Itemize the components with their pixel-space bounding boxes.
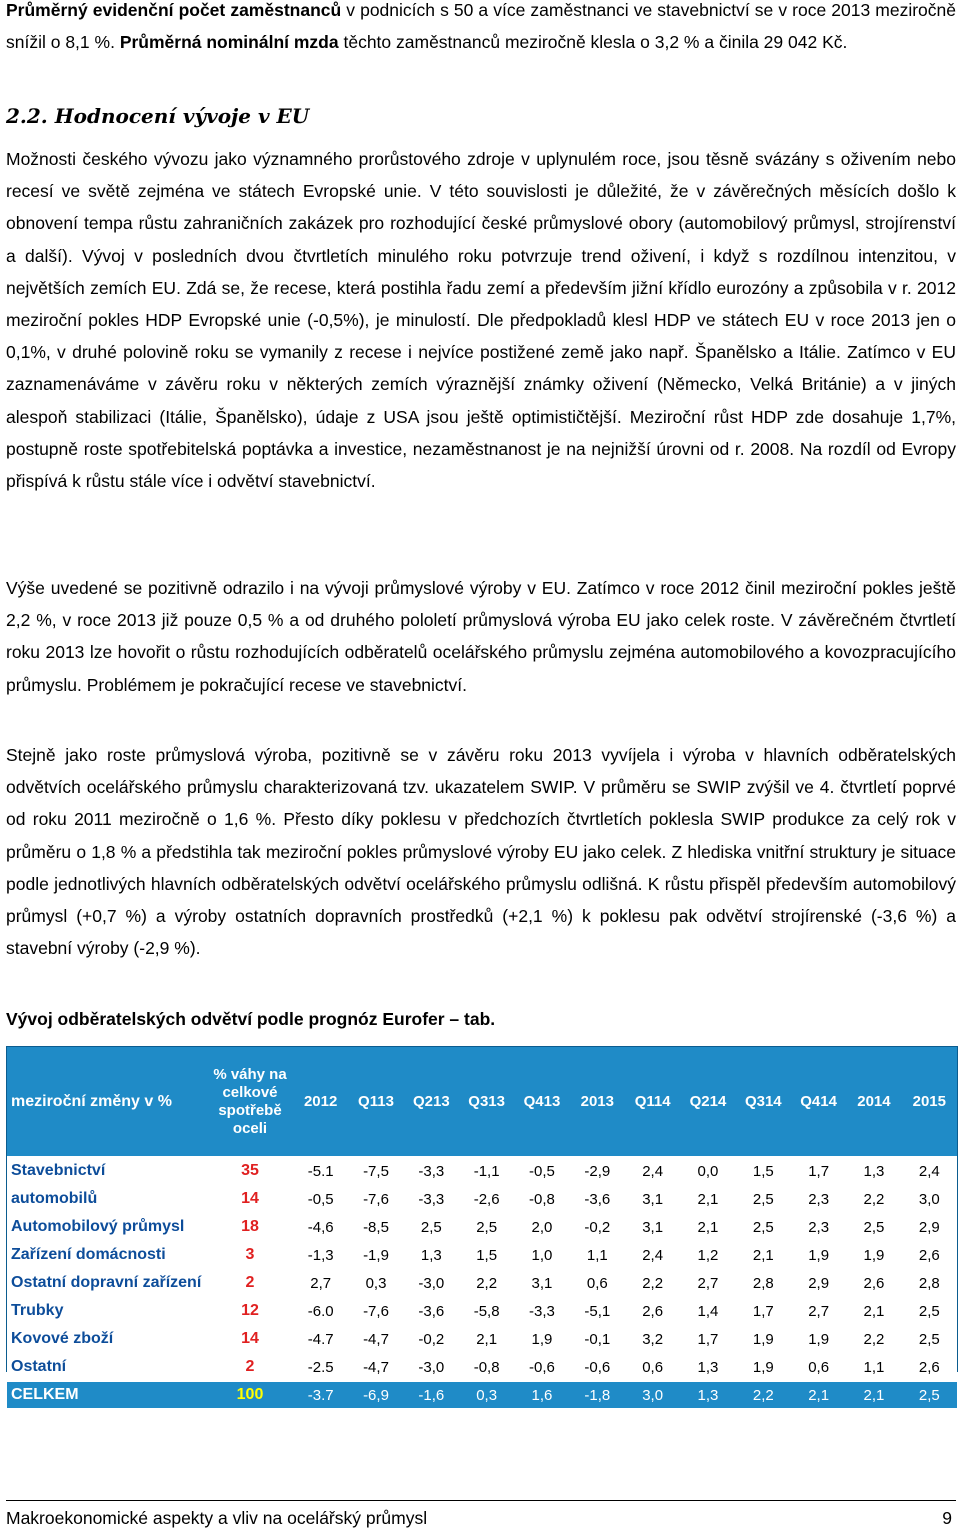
row-value: 2,1 bbox=[846, 1381, 901, 1408]
row-value: 1,4 bbox=[680, 1297, 735, 1325]
row-value: -2.5 bbox=[293, 1353, 348, 1381]
row-value: -3,0 bbox=[404, 1353, 459, 1381]
row-value: -2,9 bbox=[570, 1157, 625, 1185]
row-value: -1,9 bbox=[348, 1241, 403, 1269]
row-value: 2,9 bbox=[902, 1213, 957, 1241]
row-value: -7,6 bbox=[348, 1185, 403, 1213]
row-value: -0,6 bbox=[514, 1353, 569, 1381]
row-value: 2,8 bbox=[736, 1269, 791, 1297]
row-value: 2,2 bbox=[459, 1269, 514, 1297]
footer-rule bbox=[6, 1500, 956, 1501]
paragraph-industrial-production: Výše uvedené se pozitivně odrazilo i na vývoji průmyslové výroby v EU. Zatímco v roce 2012 činil meziroční pokles ještě 2,2 %, v roce 2013 již pouze 0,5 % a od druhého pololetí průmyslová výroba EU jako celek roste. V závěrečném čtvrtletí roku 2013 lze hovořit o růstu rozhodujících odběratelů ocelářského průmyslu zejména automobilového a kovozpracujícího průmyslu. Problémem je pokračující recese ve stavebnictví. bbox=[6, 578, 956, 695]
eurofer-table bbox=[7, 1047, 957, 1408]
row-value: -0,2 bbox=[570, 1213, 625, 1241]
row-value: -0,1 bbox=[570, 1325, 625, 1353]
row-value: 0,3 bbox=[348, 1269, 403, 1297]
row-value: 2,6 bbox=[902, 1353, 957, 1381]
row-value: -0,6 bbox=[570, 1353, 625, 1381]
row-value: -5.1 bbox=[293, 1157, 348, 1185]
row-value: -3,6 bbox=[404, 1297, 459, 1325]
row-value: 2,7 bbox=[791, 1297, 846, 1325]
intro-bold-2: Průměrná nominální mzda bbox=[119, 32, 339, 52]
row-value: 1,9 bbox=[791, 1241, 846, 1269]
row-value: -3,6 bbox=[570, 1185, 625, 1213]
row-value: 2,1 bbox=[680, 1213, 735, 1241]
row-value: 2,1 bbox=[736, 1241, 791, 1269]
table-row bbox=[7, 1269, 957, 1297]
row-value: 1,3 bbox=[680, 1381, 735, 1408]
row-value: 1,2 bbox=[680, 1241, 735, 1269]
row-value: 2,2 bbox=[846, 1185, 901, 1213]
row-value: -4,7 bbox=[348, 1353, 403, 1381]
row-value: 1,6 bbox=[514, 1381, 569, 1408]
row-weight: 3 bbox=[207, 1241, 293, 1269]
row-value: 1,9 bbox=[514, 1325, 569, 1353]
table-row bbox=[7, 1157, 957, 1185]
table-body bbox=[7, 1157, 957, 1408]
row-value: 2,1 bbox=[791, 1381, 846, 1408]
row-value: -0,5 bbox=[514, 1157, 569, 1185]
row-value: 1,9 bbox=[736, 1325, 791, 1353]
row-value: -0,8 bbox=[459, 1353, 514, 1381]
header-col: Q214 bbox=[689, 1092, 727, 1110]
row-value: 2,7 bbox=[293, 1269, 348, 1297]
footer-text: Makroekonomické aspekty a vliv na ocelářský průmysl bbox=[6, 1508, 428, 1528]
row-value: 1,1 bbox=[570, 1241, 625, 1269]
row-value: 1,1 bbox=[846, 1353, 901, 1381]
row-value: -0,8 bbox=[514, 1185, 569, 1213]
intro-paragraph bbox=[6, 0, 956, 58]
row-value: 2,5 bbox=[902, 1325, 957, 1353]
table-title: Vývoj odběratelských odvětví podle prognóz Eurofer – tab. bbox=[6, 1009, 496, 1029]
row-value: 2,7 bbox=[680, 1269, 735, 1297]
header-col: Q314 bbox=[744, 1092, 782, 1110]
intro-bold-1: Průměrný evidenční počet zaměstnanců bbox=[6, 0, 342, 20]
table-row bbox=[7, 1325, 957, 1353]
paragraph-swip: Stejně jako roste průmyslová výroba, pozitivně se v závěru roku 2013 vyvíjela i výroba v hlavních odběratelských odvětvích ocelářského průmyslu charakterizovaná tzv. ukazatelem SWIP. V průměru se SWIP zvýšil ve 4. čtvrtletí poprvé od roku 2011 meziročně o 1,6 %. Přesto díky poklesu v předchozích čtvrtletích poklesla SWIP produkce za celý rok v průměru o 1,8 % a předstihla tak meziroční pokles průmyslové výroby EU jako celek. Z hlediska vnitřní struktury je situace podle jednotlivých hlavních odběratelských odvětví ocelářského průmyslu odlišná. K růstu přispěl především automobilový průmysl (+0,7 %) a výroby ostatních dopravních prostředků (+2,1 %) k poklesu pak odvětví strojírenské (-3,6 %) a stavební výroby (-2,9 %). bbox=[6, 745, 956, 959]
row-value: 1,7 bbox=[791, 1157, 846, 1185]
row-value: 2,5 bbox=[736, 1213, 791, 1241]
row-value: 1,0 bbox=[514, 1241, 569, 1269]
header-col: Q414 bbox=[800, 1092, 837, 1110]
row-value: -3,0 bbox=[404, 1269, 459, 1297]
row-value: 2,0 bbox=[514, 1213, 569, 1241]
row-value: -0,2 bbox=[404, 1325, 459, 1353]
row-value: 2,4 bbox=[625, 1157, 680, 1185]
row-weight: 2 bbox=[207, 1353, 293, 1381]
row-value: 0,6 bbox=[570, 1269, 625, 1297]
row-value: -8,5 bbox=[348, 1213, 403, 1241]
row-value: -4.7 bbox=[293, 1325, 348, 1353]
eurofer-table-container bbox=[6, 1046, 958, 1404]
row-value: 2,2 bbox=[736, 1381, 791, 1408]
row-value: 2,9 bbox=[791, 1269, 846, 1297]
header-sectors: meziroční změny v % bbox=[11, 1092, 172, 1110]
section-heading: 2.2. Hodnocení vývoje v EU bbox=[6, 104, 310, 128]
row-value: 3,0 bbox=[625, 1381, 680, 1408]
row-value: -2,6 bbox=[459, 1185, 514, 1213]
row-sector-name: CELKEM bbox=[7, 1381, 207, 1408]
row-value: 2,5 bbox=[902, 1381, 957, 1408]
row-value: 0,3 bbox=[459, 1381, 514, 1408]
row-value: 1,7 bbox=[736, 1297, 791, 1325]
row-value: 0,6 bbox=[625, 1353, 680, 1381]
table-row bbox=[7, 1185, 957, 1213]
row-value: 1,9 bbox=[846, 1241, 901, 1269]
header-col: Q114 bbox=[634, 1092, 671, 1110]
row-value: 0,0 bbox=[680, 1157, 735, 1185]
table-row bbox=[7, 1213, 957, 1241]
header-col: 2014 bbox=[857, 1092, 891, 1110]
row-sector-name: Ostatní bbox=[7, 1353, 207, 1381]
row-sector-name: automobilů bbox=[7, 1185, 207, 1213]
table-header-row bbox=[7, 1047, 957, 1157]
row-value: 2,1 bbox=[846, 1297, 901, 1325]
row-value: 0,6 bbox=[791, 1353, 846, 1381]
row-value: 2,1 bbox=[459, 1325, 514, 1353]
intro-text-2: těchto zaměstnanců meziročně klesla o 3,2 % a činila 29 042 Kč. bbox=[338, 32, 848, 52]
row-weight: 14 bbox=[207, 1185, 293, 1213]
row-sector-name: Stavebnictví bbox=[7, 1157, 207, 1185]
row-weight: 2 bbox=[207, 1269, 293, 1297]
row-value: 2,8 bbox=[902, 1269, 957, 1297]
row-weight: 12 bbox=[207, 1297, 293, 1325]
row-sector-name: Ostatní dopravní zařízení bbox=[7, 1269, 207, 1297]
row-value: 2,1 bbox=[680, 1185, 735, 1213]
header-weight: % váhy na celkové spotřebě oceli bbox=[207, 1047, 293, 1157]
header-col: Q313 bbox=[468, 1092, 505, 1110]
row-value: 2,6 bbox=[625, 1297, 680, 1325]
row-value: -4,7 bbox=[348, 1325, 403, 1353]
header-col: 2012 bbox=[303, 1092, 338, 1110]
row-value: -3,3 bbox=[404, 1157, 459, 1185]
row-value: -6.0 bbox=[293, 1297, 348, 1325]
row-value: 1,3 bbox=[680, 1353, 735, 1381]
row-value: 1,9 bbox=[736, 1353, 791, 1381]
row-sector-name: Automobilový průmysl bbox=[7, 1213, 207, 1241]
paragraph-eu-development: Možnosti českého vývozu jako významného prorůstového zdroje v uplynulém roce, jsou těsně svázány s oživením nebo recesí ve světě zejména ve státech Evropské unie. V této souvislosti je důležité, že v závěrečných měsících došlo k obnovení tempa růstu zahraničních zakázek pro rozhodující české průmyslové obory (automobilový průmysl, strojírenství a další). Vývoj v posledních dvou čtvrtletích minulého roku potvrzuje trend oživení, i když s rozdílnou intenzitou, v největších zemích EU. Zdá se, že recese, která postihla řadu zemí a především jižní křídlo eurozóny a způsobila v r. 2012 meziroční pokles HDP Evropské unie (-0,5%), je minulostí. Dle předpokladů klesl HDP ve státech EU v roce 2013 jen o 0,1%, v druhé polovině roku se vymanily z recese i nejvíce postižené země jako např. Španělsko a Itálie. Zatímco v EU zaznamenáváme v závěru roku v některých zemích výraznější známky oživení (Německo, Velká Británie) a v jiných alespoň stabilizaci (Itálie, Španělsko), údaje z USA jsou ještě optimističtější. Meziroční růst HDP zde dosahuje 1,7%, postupně roste spotřebitelská poptávka a investice, nezaměstnanost je na nejnižší úrovni od r. 2008. Na rozdíl od Evropy přispívá k růstu stále více i odvětví stavebnictví. bbox=[6, 149, 956, 492]
row-value: 2,3 bbox=[791, 1213, 846, 1241]
row-value: -1,3 bbox=[293, 1241, 348, 1269]
header-col: Q413 bbox=[523, 1092, 561, 1110]
row-weight: 14 bbox=[207, 1325, 293, 1353]
row-value: 2,4 bbox=[902, 1157, 957, 1185]
row-value: 3,1 bbox=[625, 1213, 680, 1241]
row-weight: 100 bbox=[207, 1381, 293, 1408]
row-value: 3,1 bbox=[625, 1185, 680, 1213]
row-value: 1,5 bbox=[736, 1157, 791, 1185]
row-value: -7,5 bbox=[348, 1157, 403, 1185]
row-value: -0,5 bbox=[293, 1185, 348, 1213]
row-value: 2,6 bbox=[846, 1269, 901, 1297]
table-row bbox=[7, 1353, 957, 1381]
row-value: -5,8 bbox=[459, 1297, 514, 1325]
table-row bbox=[7, 1241, 957, 1269]
row-value: 3,1 bbox=[514, 1269, 569, 1297]
row-value: -1,6 bbox=[404, 1381, 459, 1408]
row-value: 2,4 bbox=[625, 1241, 680, 1269]
row-value: 2,2 bbox=[846, 1325, 901, 1353]
header-col: Q213 bbox=[412, 1092, 450, 1110]
table-total-row bbox=[7, 1381, 957, 1408]
row-value: -6,9 bbox=[348, 1381, 403, 1408]
header-col: 2013 bbox=[580, 1092, 614, 1110]
table-row bbox=[7, 1297, 957, 1325]
row-value: -7,6 bbox=[348, 1297, 403, 1325]
header-col: 2015 bbox=[912, 1092, 946, 1110]
row-value: 1,9 bbox=[791, 1325, 846, 1353]
row-sector-name: Zařízení domácnosti bbox=[7, 1241, 207, 1269]
row-value: 2,5 bbox=[902, 1297, 957, 1325]
intro-text-1: v podnicích s 50 a více zaměstnanci ve stavebnictví se v roce 2013 meziročně snížil o 8,1 %. bbox=[6, 0, 956, 52]
row-value: 2,6 bbox=[902, 1241, 957, 1269]
row-sector-name: Kovové zboží bbox=[7, 1325, 207, 1353]
row-value: -4,6 bbox=[293, 1213, 348, 1241]
row-value: 2,5 bbox=[736, 1185, 791, 1213]
row-value: -3.7 bbox=[293, 1381, 348, 1408]
row-value: 1,5 bbox=[459, 1241, 514, 1269]
row-value: 2,5 bbox=[404, 1213, 459, 1241]
row-value: -5,1 bbox=[570, 1297, 625, 1325]
row-value: 2,3 bbox=[791, 1185, 846, 1213]
row-value: 2,5 bbox=[459, 1213, 514, 1241]
row-sector-name: Trubky bbox=[7, 1297, 207, 1325]
row-weight: 18 bbox=[207, 1213, 293, 1241]
row-value: 2,2 bbox=[625, 1269, 680, 1297]
row-value: -1,1 bbox=[459, 1157, 514, 1185]
row-value: 1,7 bbox=[680, 1325, 735, 1353]
row-weight: 35 bbox=[207, 1157, 293, 1185]
row-value: 2,5 bbox=[846, 1213, 901, 1241]
row-value: -1,8 bbox=[570, 1381, 625, 1408]
row-value: 3,0 bbox=[902, 1185, 957, 1213]
row-value: -3,3 bbox=[514, 1297, 569, 1325]
page-number: 9 bbox=[942, 1508, 952, 1528]
row-value: -3,3 bbox=[404, 1185, 459, 1213]
row-value: 1,3 bbox=[404, 1241, 459, 1269]
row-value: 3,2 bbox=[625, 1325, 680, 1353]
row-value: 1,3 bbox=[846, 1157, 901, 1185]
header-col: Q113 bbox=[358, 1092, 394, 1110]
